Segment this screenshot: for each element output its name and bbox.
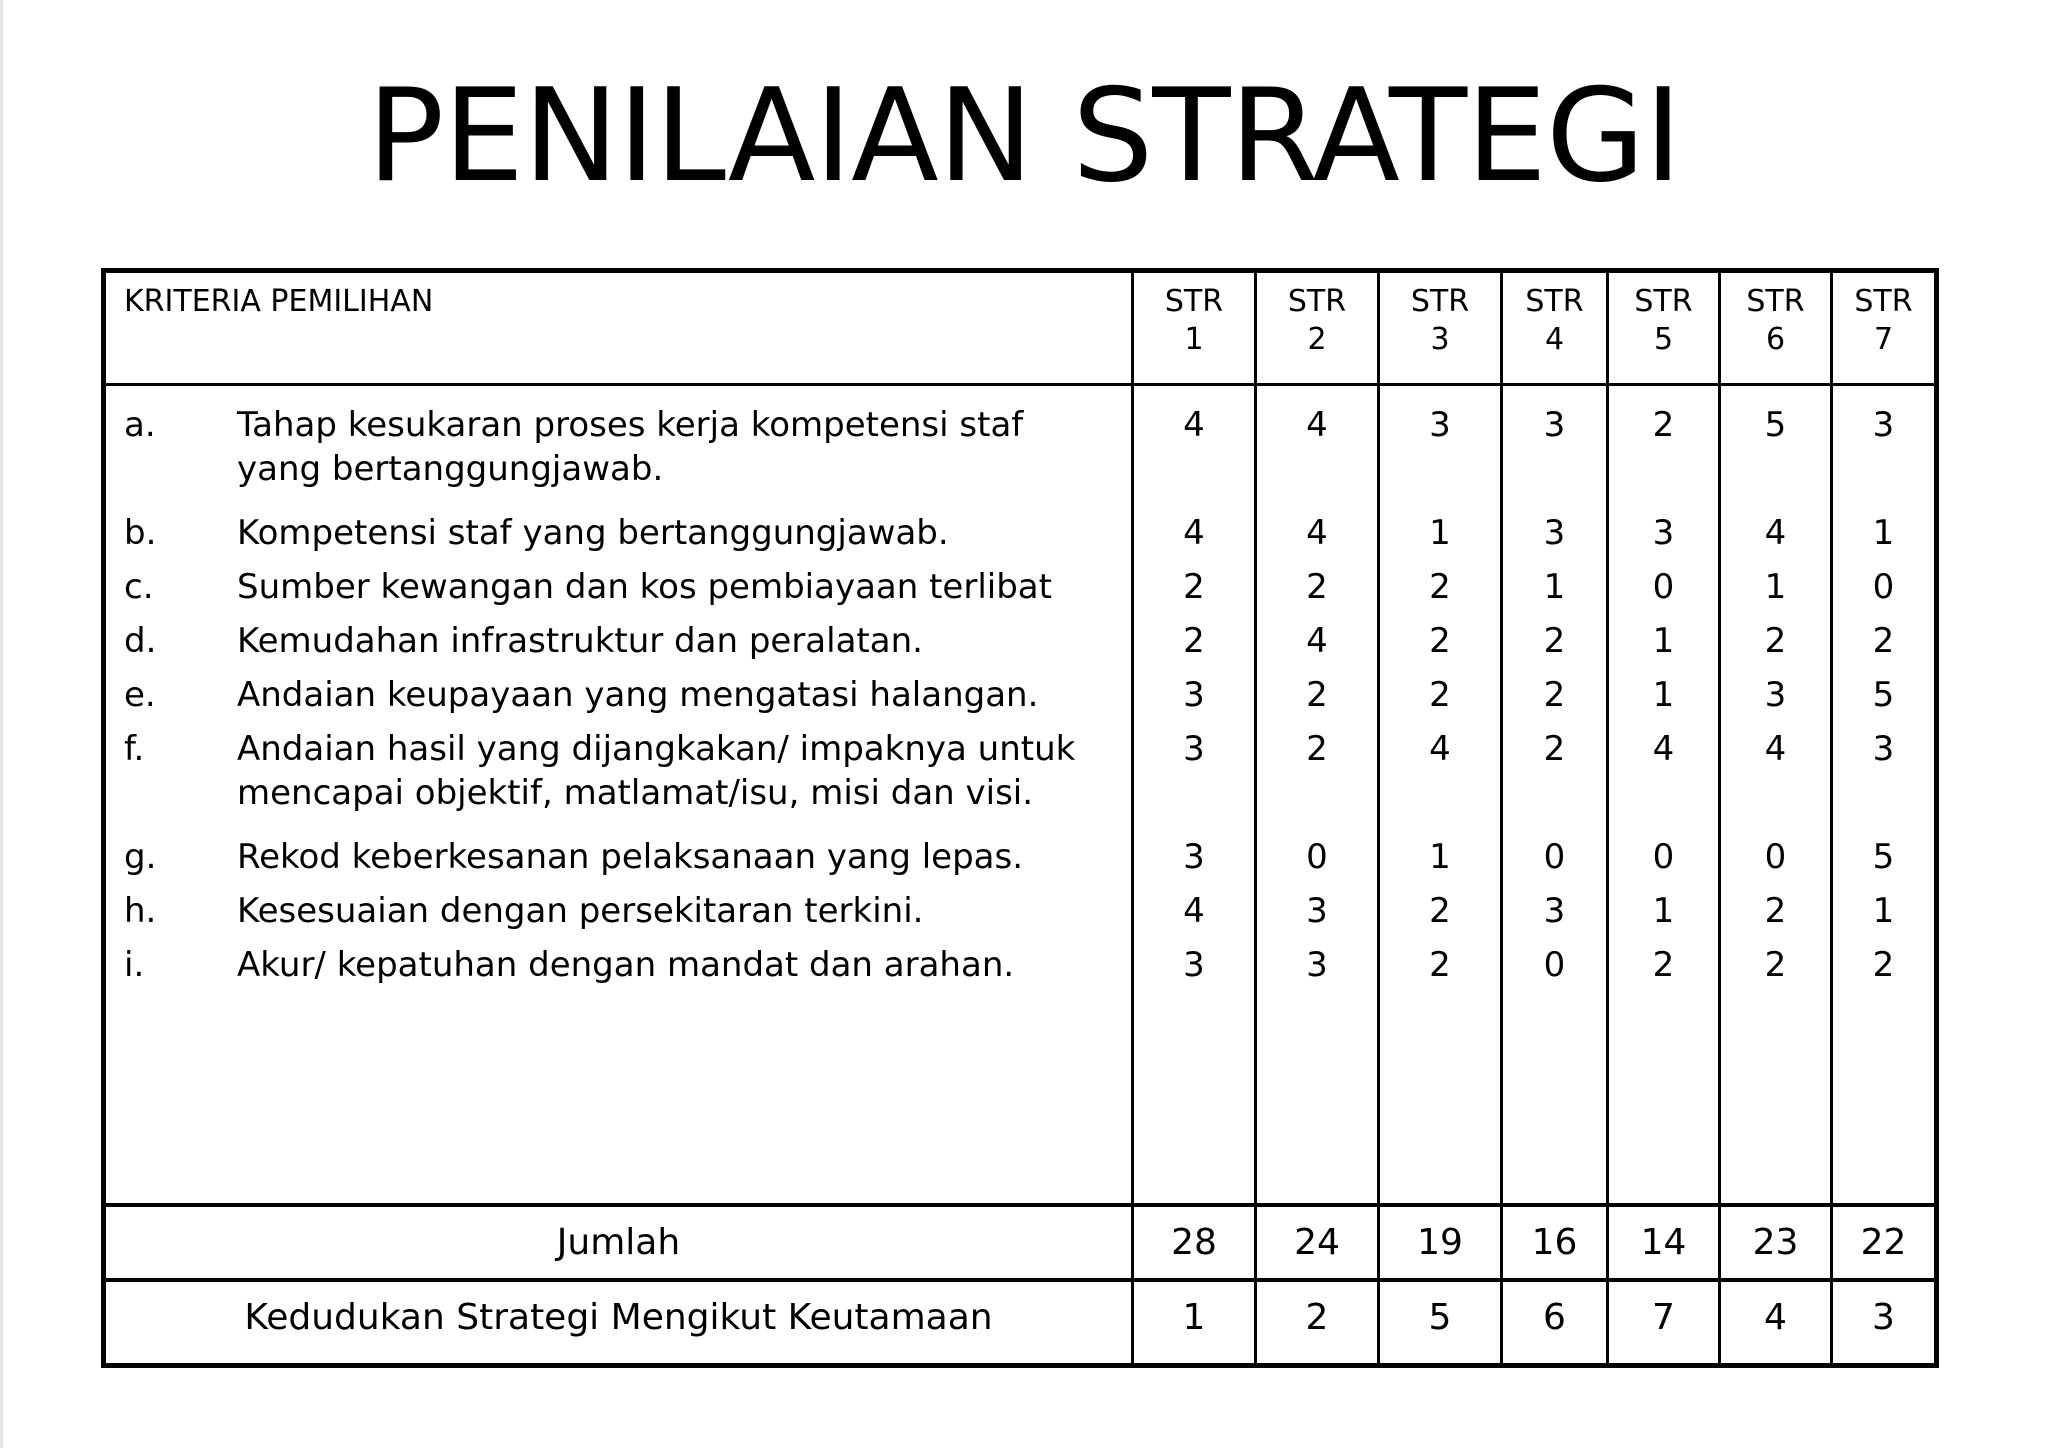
score-cell: 2 (1429, 891, 1451, 931)
score-cell: 1 (1764, 567, 1787, 607)
criterion-text: Tahap kesukaran proses kerja kompetensi staf yang bertanggungjawab. (237, 405, 1024, 489)
score-cell: 5 (1872, 675, 1895, 715)
total-cell: 22 (1860, 1222, 1907, 1263)
row-divider (106, 1203, 1934, 1207)
score-cell: 3 (1543, 891, 1566, 931)
ranking-cell: 2 (1305, 1297, 1329, 1338)
criterion-letter: g. (124, 837, 157, 877)
score-cell: 2 (1764, 891, 1787, 931)
score-cell: 2 (1543, 621, 1566, 661)
score-cell: 0 (1543, 945, 1566, 985)
ranking-cell: 1 (1182, 1297, 1206, 1338)
total-cell: 16 (1531, 1222, 1578, 1263)
ranking-cell: 6 (1543, 1297, 1566, 1338)
strategy-header-5 (1609, 283, 1718, 359)
criterion-letter: c. (124, 567, 154, 607)
score-cell: 3 (1183, 675, 1205, 715)
criterion-letter: a. (124, 405, 156, 445)
criterion-text: Kompetensi staf yang bertanggungjawab. (237, 513, 949, 553)
strategy-header-label: STR (1746, 284, 1805, 319)
ranking-cell: 4 (1764, 1297, 1787, 1338)
score-cell: 2 (1306, 567, 1328, 607)
strategy-header-label: STR (1854, 284, 1913, 319)
score-cell: 3 (1764, 675, 1787, 715)
strategy-header-label: STR (1410, 284, 1470, 319)
criterion-letter: b. (124, 513, 157, 553)
score-cell: 5 (1872, 837, 1895, 877)
score-cell: 0 (1306, 837, 1328, 877)
score-cell: 3 (1183, 837, 1205, 877)
score-cell: 3 (1306, 945, 1328, 985)
strategy-header-6 (1721, 283, 1830, 359)
strategy-header-4 (1503, 283, 1606, 359)
score-cell: 2 (1429, 567, 1451, 607)
strategy-header-label: STR (1634, 284, 1693, 319)
row-divider (106, 1278, 1934, 1282)
score-cell: 1 (1652, 675, 1675, 715)
score-cell: 0 (1543, 837, 1566, 877)
strategy-header-number: 6 (1765, 322, 1786, 357)
ranking-label: Kedudukan Strategi Mengikut Keutamaan (244, 1297, 993, 1338)
strategy-header-1 (1134, 283, 1254, 359)
criterion-text: Kemudahan infrastruktur dan peralatan. (237, 621, 923, 661)
score-cell: 1 (1429, 837, 1451, 877)
total-cell: 19 (1417, 1222, 1463, 1263)
score-cell: 4 (1764, 729, 1787, 769)
ranking-cell: 5 (1428, 1297, 1452, 1338)
score-cell: 2 (1872, 945, 1895, 985)
criterion-text: Rekod keberkesanan pelaksanaan yang lepas. (237, 837, 1024, 877)
score-cell: 1 (1872, 513, 1895, 553)
score-cell: 2 (1306, 675, 1328, 715)
criterion-letter: e. (124, 675, 156, 715)
score-cell: 4 (1183, 891, 1205, 931)
score-cell: 3 (1652, 513, 1675, 553)
score-cell: 4 (1306, 513, 1328, 553)
strategy-header-label: STR (1287, 284, 1347, 319)
score-cell: 2 (1429, 675, 1451, 715)
score-cell: 5 (1764, 405, 1787, 445)
score-cell: 2 (1652, 405, 1675, 445)
criterion-text: Andaian keupayaan yang mengatasi halangan. (237, 675, 1039, 715)
score-cell: 0 (1652, 567, 1675, 607)
strategy-header-number: 3 (1430, 322, 1450, 357)
score-cell: 3 (1872, 405, 1895, 445)
score-cell: 2 (1543, 729, 1566, 769)
criterion-letter: f. (124, 729, 145, 769)
strategy-header-7 (1833, 283, 1934, 359)
score-cell: 4 (1764, 513, 1787, 553)
strategy-assessment-table (101, 268, 1939, 1368)
score-cell: 1 (1872, 891, 1895, 931)
score-cell: 2 (1764, 621, 1787, 661)
criteria-column-header: KRITERIA PEMILIHAN (124, 284, 434, 319)
score-cell: 3 (1543, 513, 1566, 553)
row-divider (106, 383, 1934, 386)
score-cell: 2 (1543, 675, 1566, 715)
score-cell: 1 (1429, 513, 1451, 553)
strategy-header-number: 4 (1544, 322, 1565, 357)
total-cell: 24 (1294, 1222, 1340, 1263)
criterion-text: Andaian hasil yang dijangkakan/ impaknya untuk mencapai objektif, matlamat/isu, misi dan visi. (237, 729, 1076, 813)
total-cell: 14 (1640, 1222, 1687, 1263)
strategy-header-label: STR (1525, 284, 1584, 319)
criterion-letter: h. (124, 891, 157, 931)
score-cell: 1 (1543, 567, 1566, 607)
score-cell: 2 (1652, 945, 1675, 985)
score-cell: 4 (1306, 621, 1328, 661)
total-cell: 28 (1171, 1222, 1217, 1263)
score-cell: 2 (1183, 621, 1205, 661)
strategy-header-2 (1257, 283, 1377, 359)
score-cell: 2 (1764, 945, 1787, 985)
ranking-cell: 3 (1872, 1297, 1895, 1338)
page-edge (0, 0, 3, 1448)
criterion-text: Kesesuaian dengan persekitaran terkini. (237, 891, 924, 931)
score-cell: 3 (1183, 945, 1205, 985)
score-cell: 3 (1429, 405, 1451, 445)
criterion-text: Akur/ kepatuhan dengan mandat dan arahan. (237, 945, 1015, 985)
criterion-text: Sumber kewangan dan kos pembiayaan terlibat (237, 567, 1052, 607)
score-cell: 2 (1429, 621, 1451, 661)
page-title: PENILAIAN STRATEGI (367, 62, 1681, 211)
strategy-header-number: 5 (1653, 322, 1674, 357)
score-cell: 2 (1429, 945, 1451, 985)
score-cell: 2 (1306, 729, 1328, 769)
strategy-header-number: 7 (1873, 322, 1894, 357)
totals-label: Jumlah (556, 1222, 681, 1263)
score-cell: 4 (1183, 513, 1205, 553)
score-cell: 4 (1429, 729, 1451, 769)
score-cell: 4 (1652, 729, 1675, 769)
ranking-cell: 7 (1652, 1297, 1675, 1338)
score-cell: 1 (1652, 621, 1675, 661)
score-cell: 2 (1872, 621, 1895, 661)
criterion-letter: d. (124, 621, 157, 661)
score-cell: 2 (1183, 567, 1205, 607)
score-cell: 0 (1872, 567, 1895, 607)
strategy-header-number: 1 (1184, 322, 1204, 357)
score-cell: 3 (1306, 891, 1328, 931)
strategy-header-label: STR (1164, 284, 1224, 319)
score-cell: 4 (1306, 405, 1328, 445)
score-cell: 3 (1543, 405, 1566, 445)
strategy-header-number: 2 (1307, 322, 1327, 357)
score-cell: 3 (1183, 729, 1205, 769)
score-cell: 4 (1183, 405, 1205, 445)
score-cell: 0 (1764, 837, 1787, 877)
strategy-header-3 (1380, 283, 1500, 359)
score-cell: 0 (1652, 837, 1675, 877)
criterion-letter: i. (124, 945, 145, 985)
score-cell: 1 (1652, 891, 1675, 931)
total-cell: 23 (1752, 1222, 1799, 1263)
score-cell: 3 (1872, 729, 1895, 769)
